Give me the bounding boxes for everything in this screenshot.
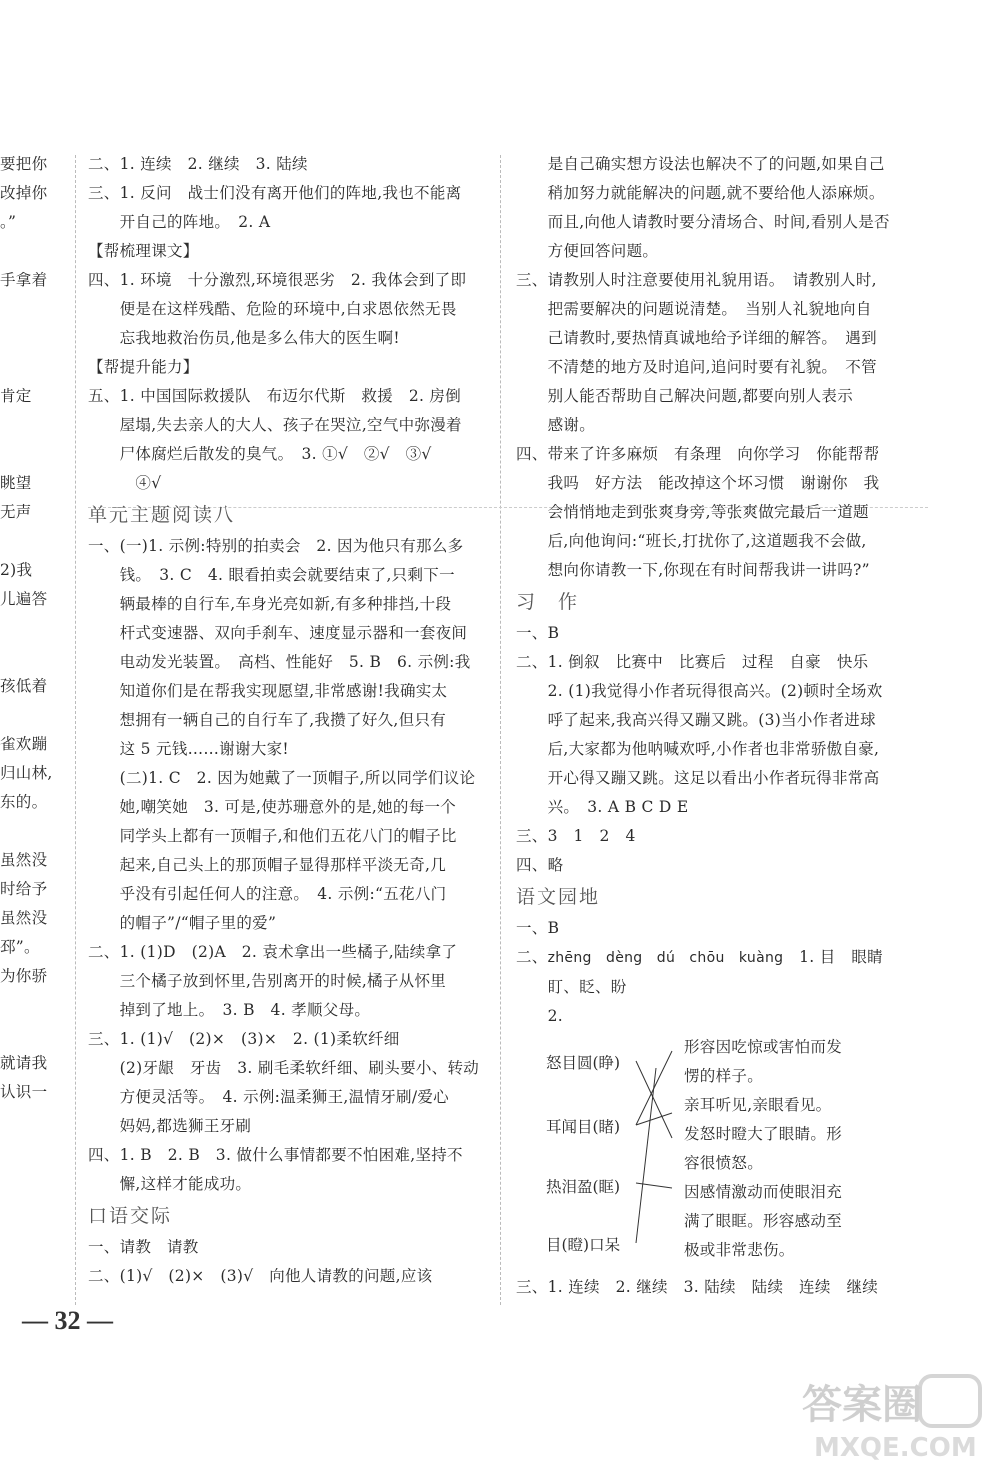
answer-line: 把需要解决的问题说清楚。 当别人礼貌地向自 xyxy=(516,300,872,318)
answer-line: 盯、眨、盼 xyxy=(516,978,627,996)
answers-block-2 xyxy=(88,532,488,1199)
answer-line: 二、1. 连续 2. 继续 3. 陆续 xyxy=(88,155,308,173)
fragment-line: 孩低着 xyxy=(0,677,48,695)
section-heading-unit-reading: 单元主题阅读八 xyxy=(88,504,236,526)
column-divider-right xyxy=(500,155,501,1305)
fragment-line xyxy=(0,440,62,469)
answer-line: 己请教时,要热情真诚地给予详细的解答。 遇到 xyxy=(516,329,877,347)
answer-line: 三、1. 连续 2. 继续 3. 陆续 陆续 连续 继续 xyxy=(516,1278,879,1296)
fragment-line xyxy=(0,353,62,382)
fragment-line xyxy=(0,817,62,846)
answer-line: 电动发光装置。 高档、性能好 5. B 6. 示例:我 xyxy=(88,653,471,671)
answer-line: 忘我地救治伤员,他是多么伟大的医生啊! xyxy=(88,329,400,347)
answer-line: 四、略 xyxy=(516,856,564,874)
fragment-line: 。” xyxy=(0,213,17,231)
answers-block-2 xyxy=(516,619,918,880)
answer-line: 稍加努力就能解决的问题,就不要给他人添麻烦。 xyxy=(516,184,885,202)
meaning-line: 亲耳听见,亲眼看见。 xyxy=(684,1096,832,1114)
answer-line: 三、请教别人时注意要使用礼貌用语。 请教别人时, xyxy=(516,271,877,289)
answer-line: 二、1. 倒叙 比赛中 比赛后 过程 自豪 快乐 xyxy=(516,653,869,671)
fragment-line: 无声 xyxy=(0,503,32,521)
answer-line: 掉到了地上。 3. B 4. 孝顺父母。 xyxy=(88,1001,371,1019)
answers-block-1 xyxy=(516,150,918,585)
right-column xyxy=(516,150,918,1302)
fragment-line: 时给予 xyxy=(0,880,48,898)
answer-line: 开自己的阵地。 2. A xyxy=(88,213,271,231)
answer-line: 三、3 1 2 4 xyxy=(516,827,636,845)
answer-line: 二、(1)√ (2)× (3)√ 向他人请教的问题,应该 xyxy=(88,1267,433,1285)
fragment-line: 归山林, xyxy=(0,764,53,782)
fragment-line: 虽然没 xyxy=(0,909,48,927)
match-line xyxy=(636,1061,672,1138)
answers-block-3 xyxy=(516,973,918,1031)
fragment-line: 虽然没 xyxy=(0,851,48,869)
fragment-line xyxy=(0,701,62,730)
match-line xyxy=(636,1068,656,1243)
fragment-line: 要把你 xyxy=(0,155,48,173)
answer-line: 方便回答问题。 xyxy=(516,242,659,260)
fragment-line: 东的。 xyxy=(0,793,48,811)
meaning-line: 容很愤怒。 xyxy=(684,1154,764,1172)
fragment-line: 为你骄 xyxy=(0,967,48,985)
fragment-line xyxy=(0,527,62,556)
answer-line: 四、1. B 2. B 3. 做什么事情都要不怕困难,坚持不 xyxy=(88,1146,463,1164)
answer-line: 想向你请教一下,你现在有时间帮我讲一讲吗?” xyxy=(516,561,870,579)
watermark-logo xyxy=(800,1372,990,1464)
middle-column xyxy=(88,150,488,1291)
answer-line: 同学头上都有一顶帽子,和他们五花八门的帽子比 xyxy=(88,827,457,845)
answer-line: 辆最棒的自行车,车身光亮如新,有多种排挡,十段 xyxy=(88,595,452,613)
answer-line: 是自己确实想方设法也解决不了的问题,如果自己 xyxy=(516,155,885,173)
answer-line: 起来,自己头上的那顶帽子显得那样平淡无奇,几 xyxy=(88,856,447,874)
answer-line: (二)1. C 2. 因为她戴了一顶帽子,所以同学们议论 xyxy=(88,769,476,787)
fragment-line: 雀欢蹦 xyxy=(0,735,48,753)
answer-line: 二、1. (1)D (2)A 2. 袁术拿出一些橘子,陆续拿了 xyxy=(88,943,458,961)
answer-line: 四、1. 环境 十分激烈,环境很恶劣 2. 我体会到了即 xyxy=(88,271,467,289)
answer-line: 三个橘子放到怀里,告别离开的时候,橘子从怀里 xyxy=(88,972,447,990)
answer-line: 四、带来了许多麻烦 有条理 向你学习 你能帮帮 xyxy=(516,445,880,463)
answer-line: 钱。 3. C 4. 眼看拍卖会就要结束了,只剩下一 xyxy=(88,566,455,584)
fragment-line: 儿遍答 xyxy=(0,590,48,608)
meaning-line: 发怒时瞪大了眼睛。形 xyxy=(684,1125,843,1143)
meaning-list xyxy=(684,1033,842,1265)
answer-line: 我吗 好方法 能改掉这个坏习惯 谢谢你 我 xyxy=(516,474,880,492)
answers-block-1 xyxy=(88,150,488,498)
idiom-matching-diagram xyxy=(516,1033,918,1273)
fragment-line: 邳”。 xyxy=(0,938,40,956)
answer-line: 懈,这样才能成功。 xyxy=(88,1175,252,1193)
fragment-line xyxy=(0,295,62,324)
fragment-line: 2)我 xyxy=(0,561,33,579)
answer-line: ④√ xyxy=(88,474,162,492)
answer-line: 乎没有引起任何人的注意。 4. 示例:“五花八门 xyxy=(88,885,447,903)
idiom-item: 耳闻目(睹) xyxy=(546,1118,621,1136)
fragment-line: 肯定 xyxy=(0,387,32,405)
meaning-line: 满了眼眶。形容感动至 xyxy=(684,1212,843,1230)
section-heading-writing: 习 作 xyxy=(516,591,580,613)
answer-line: 感谢。 xyxy=(516,416,596,434)
answer-line: 方便灵活等。 4. 示例:温柔狮王,温情牙刷/爱心 xyxy=(88,1088,449,1106)
pinyin-text: zhēng dèng dú chōu kuàng xyxy=(547,950,784,966)
answer-line: 杆式变速器、双向手刹车、速度显示器和一套夜间 xyxy=(88,624,468,642)
answer-line: 便是在这样残酷、危险的环境中,白求恩依然无畏 xyxy=(88,300,457,318)
idiom-item: 目(瞪)口呆 xyxy=(546,1236,621,1254)
fragment-line xyxy=(0,237,62,266)
answer-line: 兴。 3. A B C D E xyxy=(516,798,689,816)
column-divider-left xyxy=(75,155,76,1305)
idiom-item: 热泪盈(眶) xyxy=(546,1178,621,1196)
answer-line: 别人能否帮助自己解决问题,都要向别人表示 xyxy=(516,387,854,405)
answer-line: 后,大家都为他呐喊欢呼,小作者也非常骄傲自豪, xyxy=(516,740,880,758)
answer-line: 想拥有一辆自己的自行车了,我攒了好久,但只有 xyxy=(88,711,447,729)
fragment-line xyxy=(0,991,62,1020)
fragment-line xyxy=(0,411,62,440)
page-number: — 32 — xyxy=(22,1306,113,1335)
answer-line: 三、1. 反问 战士们没有离开他们的阵地,我也不能离 xyxy=(88,184,462,202)
meaning-line: 形容因吃惊或害怕而发 xyxy=(684,1038,843,1056)
answer-line: 一、请教 请教 xyxy=(88,1238,199,1256)
fragment-line xyxy=(0,324,62,353)
fragment-line: 眺望 xyxy=(0,474,32,492)
match-line xyxy=(636,1183,672,1188)
answer-line: 知道你们是在帮我实现愿望,非常感谢!我确实太 xyxy=(88,682,448,700)
fragment-line xyxy=(0,1020,62,1049)
watermark-text: 答案圈 xyxy=(802,1382,922,1428)
answer-line: (2)牙龈 牙齿 3. 刷毛柔软纤细、刷头要小、转动 xyxy=(88,1059,480,1077)
answer-line: 2. xyxy=(516,1007,563,1025)
idiom-item: 怒目圆(睁) xyxy=(546,1054,621,1072)
fragment-line: 手拿着 xyxy=(0,271,48,289)
answer-line: 的帽子”/“帽子里的爱” xyxy=(88,914,277,932)
meaning-line: 极或非常悲伤。 xyxy=(684,1241,795,1259)
fragment-line: 认识一 xyxy=(0,1083,48,1101)
fragment-line: 就请我 xyxy=(0,1054,48,1072)
answer-line: 五、1. 中国国际救援队 布迈尔代斯 救援 2. 房倒 xyxy=(88,387,462,405)
answer-line: 这 5 元钱……谢谢大家! xyxy=(88,740,289,758)
fragment-line xyxy=(0,643,62,672)
meaning-line: 愣的样子。 xyxy=(684,1067,764,1085)
answer-line: 后,向他询问:“班长,打扰你了,这道题我不会做, xyxy=(516,532,867,550)
answer-line: 不清楚的地方及时追问,追问时要有礼貌。 不管 xyxy=(516,358,877,376)
answers-block-3 xyxy=(88,1233,488,1291)
answer-line: 会悄悄地走到张爽身旁,等张爽做完最后一道题 xyxy=(516,503,869,521)
answer-line: 而且,向他人请教时要分清场合、时间,看别人是否 xyxy=(516,213,890,231)
meaning-line: 因感情激动而使眼泪充 xyxy=(684,1183,843,1201)
answer-line: 三、1. (1)√ (2)× (3)× 2. (1)柔软纤细 xyxy=(88,1030,400,1048)
section-heading-oral: 口语交际 xyxy=(88,1205,173,1227)
answer-line: 她,嘲笑她 3. 可是,使苏珊意外的是,她的每一个 xyxy=(88,798,457,816)
answer-line: 呼了起来,我高兴得又蹦又跳。(3)当小作者进球 xyxy=(516,711,876,729)
fragment-line xyxy=(0,614,62,643)
answer-line: 【帮提升能力】 xyxy=(88,358,199,376)
left-fragment-column xyxy=(0,150,62,1107)
answer-line: 一、(一)1. 示例:特别的拍卖会 2. 因为他只有那么多 xyxy=(88,537,464,555)
answer-line: 2. (1)我觉得小作者玩得很高兴。(2)顿时全场欢 xyxy=(516,682,883,700)
watermark-url: MXQE.COM xyxy=(814,1433,977,1463)
section-heading-garden: 语文园地 xyxy=(516,886,601,908)
answer-line: 妈妈,都选狮王牙刷 xyxy=(88,1117,252,1135)
fragment-line: 改掉你 xyxy=(0,184,48,202)
answer-line: 尸体腐烂后散发的臭气。 3. ①√ ②√ ③√ xyxy=(88,445,432,463)
answer-line: 【帮梳理课文】 xyxy=(88,242,199,260)
answer-line: 屋塌,失去亲人的大人、孩子在哭泣,空气中弥漫着 xyxy=(88,416,462,434)
answer-line: 一、B xyxy=(516,919,560,937)
answer-line: 一、B xyxy=(516,624,560,642)
answer-line: 开心得又蹦又跳。这足以看出小作者玩得非常高 xyxy=(516,769,880,787)
pinyin-answer-line: 二、zhēng dèng dú chōu kuàng 1. 目 眼睛 xyxy=(516,948,883,966)
